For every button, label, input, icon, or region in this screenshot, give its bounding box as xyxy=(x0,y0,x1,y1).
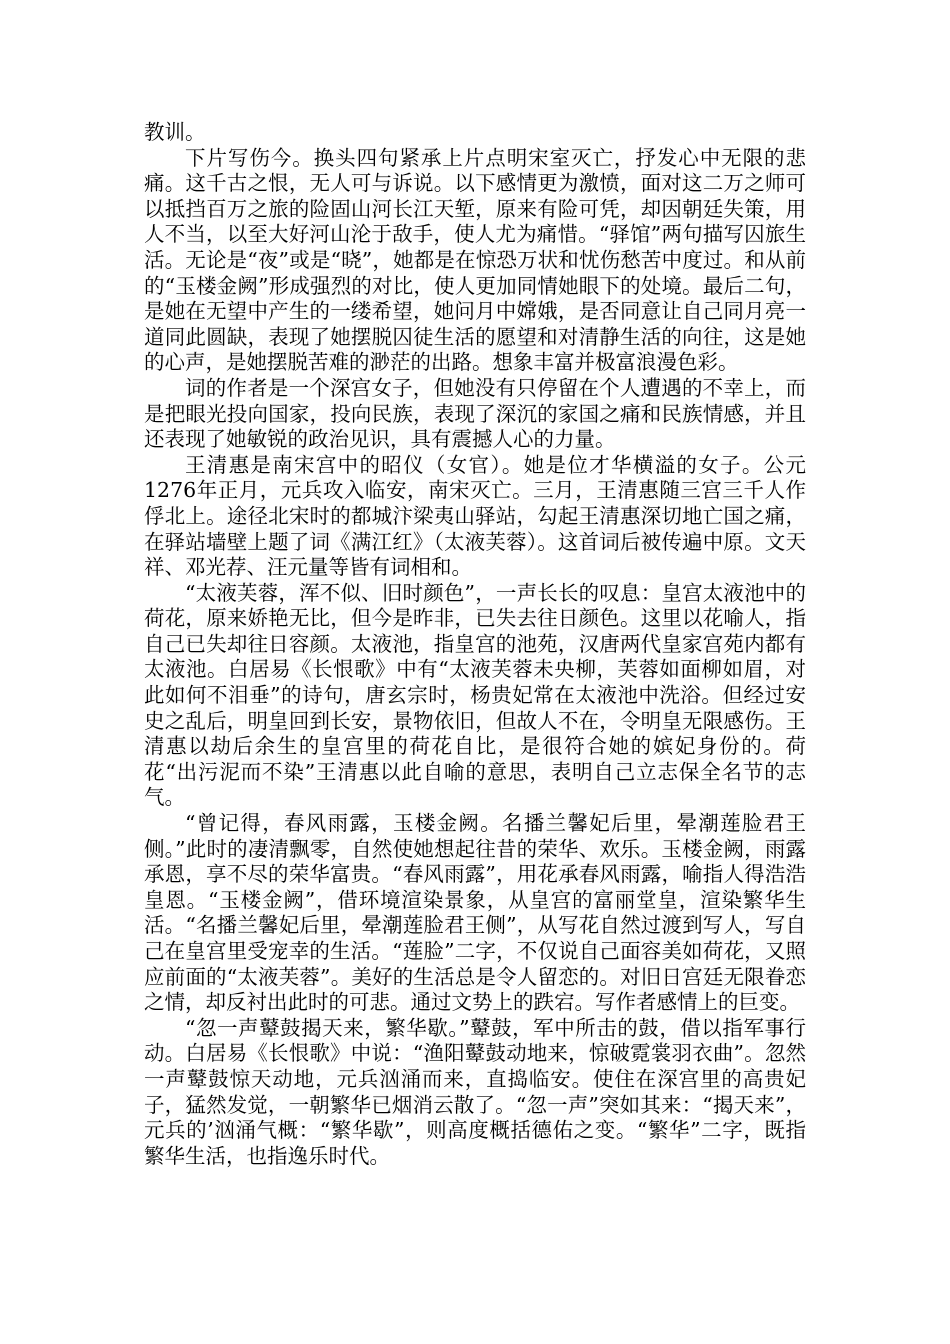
paragraph: 词的作者是一个深宫女子，但她没有只停留在个人遭遇的不幸上，而是把眼光投向国家，投向民族，表现了深沉的家国之痛和民族情感，并且还表现了她敏锐的政治见识，具有震撼人心的力量。 xyxy=(144,375,806,452)
paragraph: 教训。 xyxy=(144,120,206,144)
paragraph: “忽一声鼙鼓揭天来，繁华歇。”鼙鼓，军中所击的鼓，借以指军事行动。白居易《长恨歌》中说：“渔阳鼙鼓动地来，惊破霓裳羽衣曲”。忽然一声鼙鼓惊天动地，元兵汹涌而来，直捣临安。使住在深宫里的高贵妃子，猛然发觉，一朝繁华已烟消云散了。“忽一声”突如其来：“揭天来”，元兵的’汹涌气概：“繁华歇”，则高度概括德佑之变。“繁华”二字，既指繁华生活，也指逸乐时代。 xyxy=(144,1015,806,1168)
document-page xyxy=(144,120,806,1169)
paragraph: 下片写伤今。换头四句紧承上片点明宋室灭亡，抒发心中无限的悲痛。这千古之恨，无人可与诉说。以下感情更为激愤，面对这二万之师可以抵挡百万之旅的险固山河长江天堑，原来有险可凭，却因朝廷失策，用人不当，以至大好河山沦于敌手，使人尤为痛惜。“驿馆”两句描写囚旅生活。无论是“夜”或是“晓”，她都是在惊恐万状和忧伤愁苦中度过。和从前的“玉楼金阙”形成强烈的对比，使人更加同情她眼下的处境。最后二句，是她在无望中产生的一缕希望，她问月中嫦娥，是否同意让自己同月亮一道同此圆缺，表现了她摆脱囚徒生活的愿望和对清静生活的向往，这是她的心声，是她摆脱苦难的渺茫的出路。想象丰富并极富浪漫色彩。 xyxy=(144,145,806,375)
paragraph: “太液芙蓉，浑不似、旧时颜色”，一声长长的叹息：皇宫太液池中的荷花，原来娇艳无比，但今是昨非，已失去往日颜色。这里以花喻人，指自己已失却往日容颜。太液池，指皇宫的池苑，汉唐两代皇家宫苑内都有太液池。白居易《长恨歌》中有“太液芙蓉未央柳，芙蓉如面柳如眉，对此如何不泪垂”的诗句，唐玄宗时，杨贵妃常在太液池中洗浴。但经过安史之乱后，明皇回到长安，景物依旧，但故人不在，令明皇无限感伤。王清惠以劫后余生的皇宫里的荷花自比，是很符合她的嫔妃身份的。荷花“出污泥而不染”王清惠以此自喻的意思，表明自己立志保全名节的志气。 xyxy=(144,580,806,810)
paragraph: “曾记得，春风雨露，玉楼金阙。名播兰馨妃后里，晕潮莲脸君王侧。”此时的凄清飘零，自然使她想起往昔的荣华、欢乐。玉楼金阙，雨露承恩，享不尽的荣华富贵。“春风雨露”，用花承春风雨露，喻指人得浩浩皇恩。“玉楼金阙”，借环境渲染景象，从皇宫的富丽堂皇，渲染繁华生活。“名播兰馨妃后里，晕潮莲脸君王侧”，从写花自然过渡到写人，写自己在皇宫里受宠幸的生活。“莲脸”二字，不仅说自己面容美如荷花，又照应前面的“太液芙蓉”。美好的生活总是令人留恋的。对旧日宫廷无限眷恋之情，却反衬出此时的可悲。通过文势上的跌宕。写作者感情上的巨变。 xyxy=(144,811,806,1015)
paragraph: 王清惠是南宋宫中的昭仪（女官）。她是位才华横溢的女子。公元1276年正月，元兵攻入临安，南宋灭亡。三月，王清惠随三宫三千人作俘北上。途径北宋时的都城汴梁夷山驿站，勾起王清惠深切地亡国之痛，在驿站墙壁上题了词《满江红》（太液芙蓉）。这首词后被传遍中原。文天祥、邓光荐、汪元量等皆有词相和。 xyxy=(144,452,806,580)
